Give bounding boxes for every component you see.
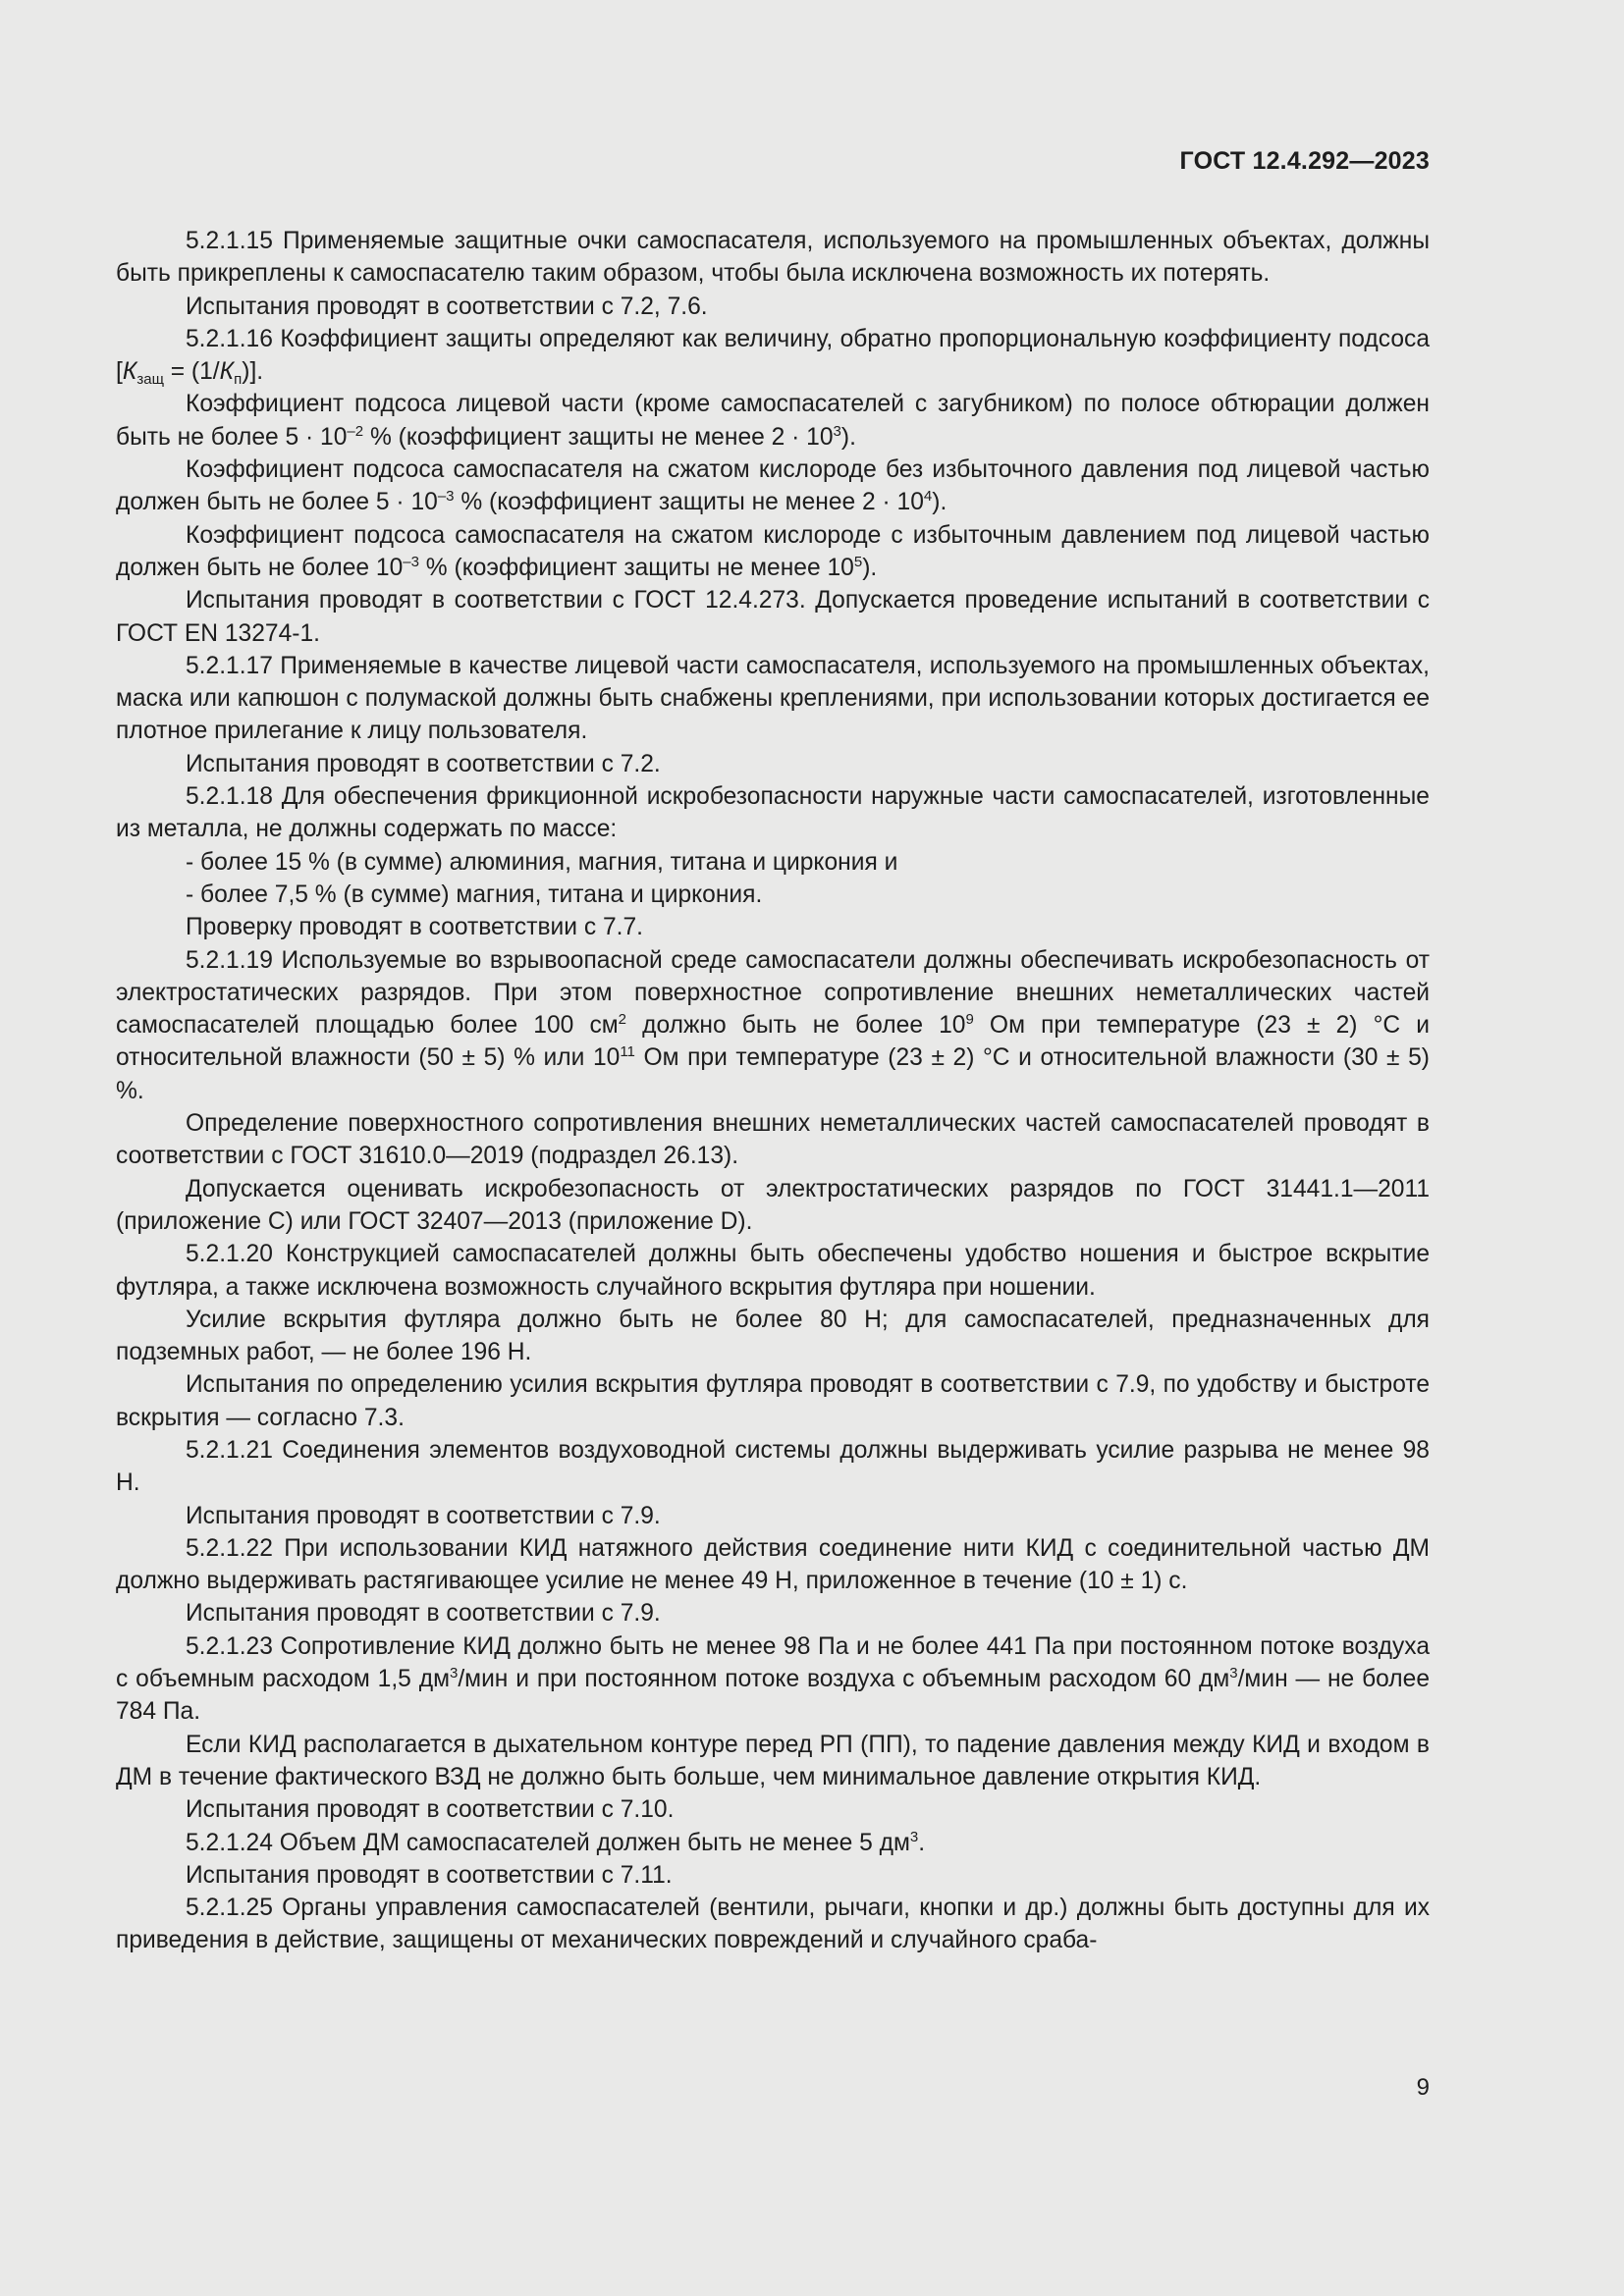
text-span: 5.2.1.24 Объем ДМ самоспасателей должен быть не менее 5 дм xyxy=(186,1829,910,1856)
paragraph-face-leakage xyxy=(116,388,1430,454)
document-code-header: ГОСТ 12.4.292—2023 xyxy=(1179,147,1430,175)
text-span: . xyxy=(918,1829,926,1856)
text-span: % (коэффициент защиты не менее 2 · 10 xyxy=(363,423,834,451)
superscript: 3 xyxy=(833,422,841,440)
symbol-k: К xyxy=(219,358,235,386)
list-item: - более 15 % (в сумме) алюминия, магния, титана и циркония и xyxy=(186,848,898,876)
text-span: Коэффициент подсоса лицевой части (кроме самоспасателей с загубником) по полосе обтюрации должен быть не более 5 · 10 xyxy=(116,391,1430,451)
superscript: 3 xyxy=(1229,1665,1238,1682)
subscript: п xyxy=(234,371,243,389)
document-body xyxy=(116,225,1430,1957)
paragraph-test-reference: Испытания проводят в соответствии с ГОСТ 12.4.273. Допускается проведение испытаний в соответствии с ГОСТ EN 13274-1. xyxy=(116,587,1430,647)
paragraph-test-reference: Испытания проводят в соответствии с 7.10. xyxy=(186,1796,675,1824)
text-span: Коэффициент подсоса самоспасателя на сжатом кислороде с избыточным давлением под лицевой частью должен быть не более 10 xyxy=(116,521,1430,581)
paragraph-oxygen-no-pressure xyxy=(116,454,1430,519)
superscript: –2 xyxy=(347,422,364,440)
superscript: 3 xyxy=(909,1828,919,1845)
paragraph-oxygen-with-pressure xyxy=(116,519,1430,585)
paragraph-5-2-1-17: 5.2.1.17 Применяемые в качестве лицевой части самоспасателя, используемого на промышленных объектах, маска или капюшон с полумаской должны быть снабжены креплениями, при использовании которых достигается ее плотное прилегание к лицу пользователя. xyxy=(116,652,1430,745)
superscript: 9 xyxy=(965,1011,974,1029)
paragraph-test-reference: Испытания проводят в соответствии с 7.2, 7.6. xyxy=(186,293,708,320)
text-span: ). xyxy=(862,554,878,581)
paragraph-allowed-assessment: Допускается оценивать искробезопасность от электростатических разрядов по ГОСТ 31441.1—2011 (приложение С) или ГОСТ 32407—2013 (приложение D). xyxy=(116,1175,1430,1235)
paragraph-5-2-1-21: 5.2.1.21 Соединения элементов воздуховодной системы должны выдерживать усилие разрыва не менее 98 Н. xyxy=(116,1436,1430,1497)
paragraph-test-reference: Испытания по определению усилия вскрытия футляра проводят в соответствии с 7.9, по удобству и быстроте вскрытия — согласно 7.3. xyxy=(116,1371,1430,1431)
superscript: 5 xyxy=(853,553,863,570)
superscript: –3 xyxy=(403,553,419,570)
paragraph-pressure-drop: Если КИД располагается в дыхательном контуре перед РП (ПП), то падение давления между КИД и входом в ДМ в течение фактического ВЗД не должно быть больше, чем минимальное давление открытия КИД. xyxy=(116,1731,1430,1790)
text-span: /мин и при постоянном потоке воздуха с объемным расходом 60 дм xyxy=(458,1666,1230,1693)
text-span: % (коэффициент защиты не менее 2 · 10 xyxy=(454,489,924,516)
paragraph-5-2-1-20: 5.2.1.20 Конструкцией самоспасателей должны быть обеспечены удобство ношения и быстрое вскрытие футляра, а также исключена возможность случайного вскрытия футляра при ношении. xyxy=(116,1241,1430,1301)
paragraph-test-reference: Испытания проводят в соответствии с 7.9. xyxy=(186,1600,661,1628)
text-span: Коэффициент подсоса самоспасателя на сжатом кислороде без избыточного давления под лицевой частью должен быть не более 5 · 10 xyxy=(116,456,1430,516)
paragraph-5-2-1-16 xyxy=(116,323,1430,389)
paragraph-test-reference: Испытания проводят в соответствии с 7.11. xyxy=(186,1861,673,1889)
superscript: 4 xyxy=(923,488,933,506)
text-span: )]. xyxy=(242,358,264,386)
text-span: должно быть не более 10 xyxy=(626,1012,966,1040)
superscript: 2 xyxy=(618,1011,626,1029)
paragraph-5-2-1-22: 5.2.1.22 При использовании КИД натяжного действия соединение нити КИД с соединительной частью ДМ должно выдерживать растягивающее усилие не менее 49 Н, приложенное в течение (10 ± 1) с. xyxy=(116,1534,1430,1595)
paragraph-5-2-1-19 xyxy=(116,944,1430,1107)
paragraph-test-reference: Проверку проводят в соответствии с 7.7. xyxy=(186,914,643,941)
superscript: 11 xyxy=(620,1043,635,1061)
subscript: защ xyxy=(136,371,164,389)
text-span: ). xyxy=(840,423,856,451)
paragraph-5-2-1-18: 5.2.1.18 Для обеспечения фрикционной искробезопасности наружные части самоспасателей, изготовленные из металла, не должны содержать по массе: xyxy=(116,783,1430,843)
text-span: Ом при температуре (23 ± 2) °С и относительной влажности (50 ± 5) % или 10 xyxy=(116,1012,1431,1072)
paragraph-5-2-1-24 xyxy=(116,1827,1430,1859)
text-span: 5.2.1.19 Используемые во взрывоопасной среде самоспасатели должны обеспечивать искробезопасность от электростатических разрядов. При этом поверхностное сопротивление внешних неметаллических частей самоспасателей площадью более 100 см xyxy=(116,946,1430,1040)
text-span: = (1/ xyxy=(163,358,220,386)
page-number: 9 xyxy=(1416,2074,1430,2101)
paragraph-opening-force: Усилие вскрытия футляра должно быть не более 80 Н; для самоспасателей, предназначенных для подземных работ, — не более 196 Н. xyxy=(116,1306,1430,1366)
text-span: 5.2.1.16 Коэффициент защиты определяют как величину, обратно пропорциональную коэффициенту подсоса [ xyxy=(116,325,1430,386)
paragraph-surface-resistance: Определение поверхностного сопротивления внешних неметаллических частей самоспасателей проводят в соответствии с ГОСТ 31610.0—2019 (подраздел 26.13). xyxy=(116,1110,1430,1170)
text-span: % (коэффициент защиты не менее 10 xyxy=(418,554,854,581)
superscript: 3 xyxy=(449,1665,459,1682)
paragraph-test-reference: Испытания проводят в соответствии с 7.9. xyxy=(186,1502,661,1529)
paragraph-test-reference: Испытания проводят в соответствии с 7.2. xyxy=(186,750,661,777)
symbol-k: К xyxy=(122,358,137,386)
list-item: - более 7,5 % (в сумме) магния, титана и циркония. xyxy=(186,881,763,908)
paragraph-5-2-1-15: 5.2.1.15 Применяемые защитные очки самоспасателя, используемого на промышленных объектах, должны быть прикреплены к самоспасателю таким образом, чтобы была исключена возможность их потерять. xyxy=(116,228,1430,288)
paragraph-5-2-1-23 xyxy=(116,1630,1430,1729)
text-span: /мин — не более 784 Па. xyxy=(116,1666,1430,1726)
text-span: ). xyxy=(932,489,947,516)
text-span: Ом при температуре (23 ± 2) °С и относительной влажности (30 ± 5) %. xyxy=(116,1044,1430,1104)
superscript: –3 xyxy=(437,488,455,506)
text-span: 5.2.1.23 Сопротивление КИД должно быть не менее 98 Па и не более 441 Па при постоянном потоке воздуха с объемным расходом 1,5 дм xyxy=(116,1632,1430,1693)
paragraph-5-2-1-25: 5.2.1.25 Органы управления самоспасателей (вентили, рычаги, кнопки и др.) должны быть доступны для их приведения в действие, защищены от механических повреждений и случайного сраба- xyxy=(116,1895,1430,1954)
